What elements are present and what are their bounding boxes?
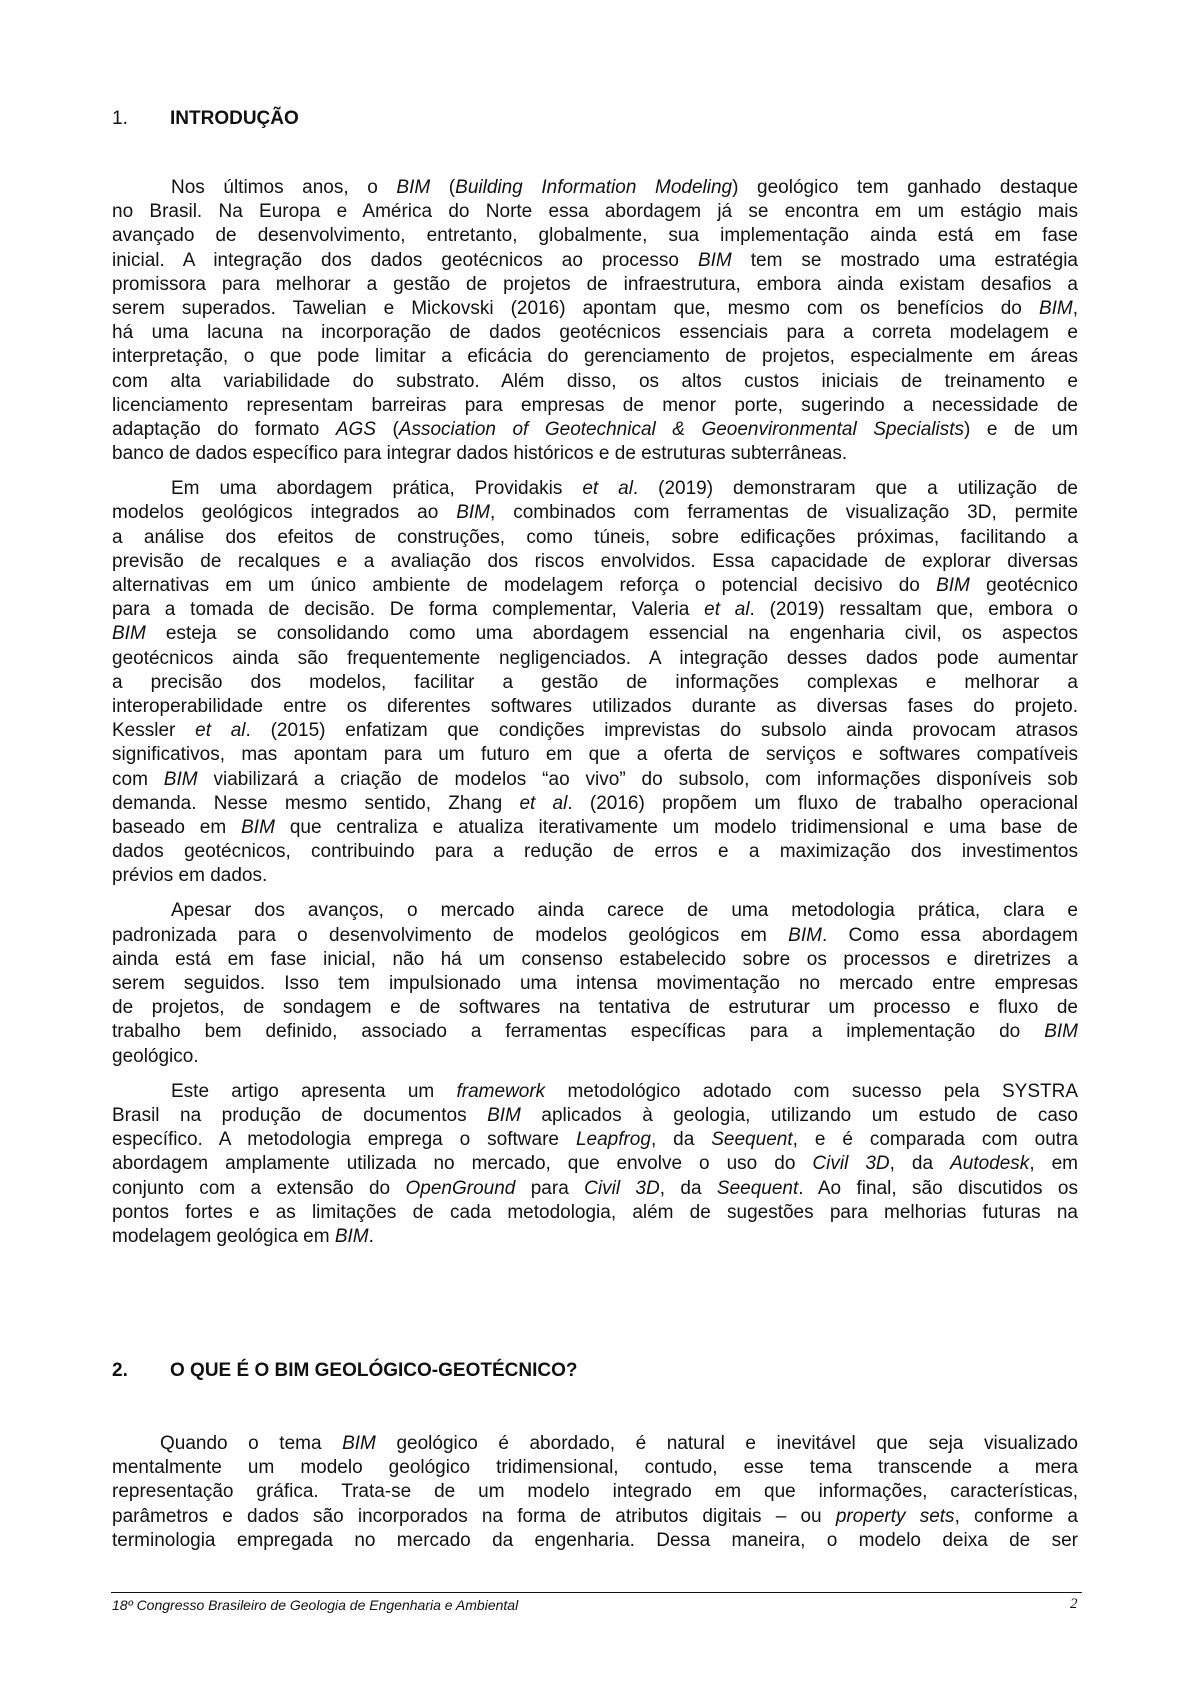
text-run: . Como essa abordagem: [821, 924, 1078, 946]
text-run: trabalho bem definido, associado a ferramentas específicas para a implementação do: [112, 1021, 1045, 1043]
text-line: [112, 1225, 1078, 1249]
paragraph: [112, 1432, 1078, 1553]
italic-term: Seequent: [716, 1177, 799, 1199]
text-run: a precisão dos modelos, facilitar a gestão de informações complexas e melhorar a: [112, 671, 1078, 693]
text-run: . Ao final, são discutidos os: [798, 1177, 1078, 1199]
italic-term: Civil 3D: [812, 1153, 890, 1175]
text-line: [112, 418, 1078, 442]
italic-term: BIM: [334, 1225, 369, 1247]
paragraph: [112, 176, 1078, 466]
text-run: banco de dados específico para integrar dados históricos e de estruturas subterrâneas.: [112, 443, 848, 465]
text-line: [112, 345, 1078, 369]
text-line: [112, 996, 1078, 1020]
text-line: [112, 816, 1078, 840]
text-line: [112, 1080, 1078, 1104]
text-run: inicial. A integração dos dados geotécnicos ao processo: [112, 249, 698, 271]
section-number: 1.: [112, 108, 128, 129]
italic-term: BIM: [241, 816, 275, 838]
text-line: [112, 743, 1078, 767]
italic-term: et al: [582, 478, 633, 500]
text-line: [112, 550, 1078, 574]
text-run: específico. A metodologia emprega o software: [112, 1129, 576, 1151]
text-run: para a tomada de decisão. De forma complementar, Valeria: [112, 599, 705, 621]
text-line: [112, 972, 1078, 996]
italic-term: Association of Geotechnical & Geoenvironmental Specialists: [398, 418, 965, 440]
text-run: terminologia empregada no mercado da engenharia. Dessa maneira, o modelo deixa de ser: [112, 1529, 1078, 1551]
text-line: [112, 1177, 1078, 1201]
section-title: INTRODUÇÃO: [170, 108, 299, 129]
italic-term: Autodesk: [950, 1153, 1030, 1175]
italic-term: Civil 3D: [584, 1177, 660, 1199]
text-run: demanda. Nesse mesmo sentido, Zhang: [112, 792, 520, 814]
text-line: [112, 671, 1078, 695]
text-run: baseado em: [112, 816, 242, 838]
text-run: aplicados à geologia, utilizando um estudo de caso: [520, 1104, 1078, 1126]
text-line: [112, 792, 1078, 816]
text-run: ) e de um: [964, 418, 1078, 440]
text-line: [112, 647, 1078, 671]
text-line: [112, 176, 1078, 200]
text-line: [112, 864, 1078, 888]
text-run: prévios em dados.: [112, 865, 268, 887]
text-run: metodológico adotado com sucesso pela SYSTRA: [545, 1080, 1078, 1102]
italic-term: BIM: [487, 1104, 521, 1126]
text-line: [112, 598, 1078, 622]
footer-divider: [111, 1592, 1082, 1593]
text-run: Nos últimos anos, o: [171, 177, 397, 198]
text-line: [112, 224, 1078, 248]
text-run: abordagem amplamente utilizada no mercado, que envolve o uso do: [112, 1153, 813, 1175]
text-run: de projetos, de sondagem e de softwares na tentativa de estruturar um processo e fluxo de: [112, 997, 1078, 1019]
text-line: [112, 442, 1078, 466]
text-run: avançado de desenvolvimento, entretanto, globalmente, sua implementação ainda está em fase: [112, 225, 1078, 247]
text-run: ainda está em fase inicial, não há um consenso estabelecido sobre os processos e diretrizes a: [112, 948, 1078, 970]
text-line: [112, 1529, 1078, 1553]
page-number: 2: [1070, 1596, 1078, 1612]
text-line: [112, 321, 1078, 345]
section-title: O QUE É O BIM GEOLÓGICO-GEOTÉCNICO?: [170, 1360, 578, 1381]
text-run: , e é comparada com outra: [792, 1129, 1078, 1151]
text-line: [112, 1020, 1078, 1044]
text-line: [112, 273, 1078, 297]
text-run: serem superados. Tawelian e Mickovski (2016) apontam que, mesmo com os benefícios do: [112, 297, 1039, 319]
text-line: [112, 695, 1078, 719]
italic-term: AGS: [335, 418, 376, 440]
text-line: [112, 1505, 1078, 1529]
text-run: ,: [1072, 297, 1078, 319]
text-run: geotécnicos ainda são frequentemente negligenciados. A integração desses dados pode aumentar: [112, 647, 1078, 669]
text-line: [112, 1480, 1078, 1504]
text-run: geológico é abordado, é natural e inevitável que seja visualizado: [375, 1433, 1078, 1454]
text-run: mentalmente um modelo geológico tridimensional, contudo, esse tema transcende a mera: [112, 1457, 1078, 1479]
text-run: viabilizará a criação de modelos “ao vivo” do subsolo, com informações disponíveis sob: [197, 768, 1078, 790]
text-line: [112, 394, 1078, 418]
section-heading-bim-geologico: [112, 1359, 577, 1383]
text-run: no Brasil. Na Europa e América do Norte essa abordagem já se encontra em um estágio mais: [112, 201, 1078, 223]
text-run: interpretação, o que pode limitar a eficácia do gerenciamento de projetos, especialmente em áreas: [112, 346, 1078, 368]
paragraph: [112, 899, 1078, 1068]
text-run: ) geológico tem ganhado destaque: [732, 177, 1079, 198]
text-run: adaptação do formato: [112, 418, 336, 440]
paragraph: [112, 477, 1078, 888]
text-line: [112, 297, 1078, 321]
text-line: [112, 1045, 1078, 1069]
section-body-bim-geologico: [112, 1432, 1078, 1553]
text-run: alternativas em um único ambiente de modelagem reforça o potencial decisivo do: [112, 575, 937, 596]
text-run: Quando o tema: [160, 1433, 343, 1454]
text-run: geotécnico: [969, 575, 1078, 596]
text-line: [112, 249, 1078, 273]
text-line: [112, 1152, 1078, 1176]
section-heading-introducao: [112, 107, 299, 131]
text-run: promissora para melhorar a gestão de projetos de infraestrutura, embora ainda existam desafios a: [112, 273, 1078, 295]
section-body-introducao: [112, 176, 1078, 1249]
text-run: . (2019) demonstraram que a utilização de: [632, 478, 1078, 500]
section-number: 2.: [112, 1360, 128, 1381]
text-run: Em uma abordagem prática, Providakis: [171, 478, 583, 500]
text-run: significativos, mas apontam para um futuro em que a oferta de serviços e softwares compatíveis: [112, 744, 1078, 766]
text-run: interoperabilidade entre os diferentes softwares utilizados durante as diversas fases do projeto.: [112, 695, 1078, 717]
italic-term: BIM: [342, 1433, 376, 1454]
text-line: [112, 1432, 1078, 1456]
text-run: tem se mostrado uma estratégia: [731, 249, 1078, 271]
text-run: padronizada para o desenvolvimento de modelos geológicos em: [112, 924, 789, 946]
paragraph-gap: [112, 888, 1078, 899]
italic-term: et al: [195, 720, 246, 742]
text-run: parâmetros e dados são incorporados na forma de atributos digitais – ou: [112, 1505, 836, 1527]
text-run: . (2016) propõem um fluxo de trabalho operacional: [567, 792, 1078, 814]
text-run: modelagem geológica em: [112, 1225, 335, 1247]
text-run: , conforme a: [954, 1505, 1078, 1527]
text-run: pontos fortes e as limitações de cada metodologia, além de sugestões para melhorias futuras na: [112, 1201, 1078, 1223]
text-run: com: [112, 768, 164, 790]
text-line: [112, 840, 1078, 864]
text-line: [112, 899, 1078, 923]
text-run: serem seguidos. Isso tem impulsionado uma intensa movimentação no mercado entre empresas: [112, 973, 1078, 994]
text-run: , em: [1029, 1153, 1079, 1175]
italic-term: framework: [456, 1080, 546, 1102]
text-run: , combinados com ferramentas de visualização 3D, permite: [490, 502, 1078, 524]
italic-term: BIM: [1038, 297, 1073, 319]
text-run: Apesar dos avanços, o mercado ainda carece de uma metodologia prática, clara e: [171, 900, 1078, 922]
text-line: [112, 1104, 1078, 1128]
text-line: [112, 477, 1078, 501]
text-run: que centraliza e atualiza iterativamente um modelo tridimensional e uma base de: [274, 816, 1079, 838]
text-run: a análise dos efeitos de construções, como túneis, sobre edificações próximas, facilitando a: [112, 526, 1078, 548]
paragraph-gap: [112, 1069, 1078, 1080]
italic-term: OpenGround: [405, 1177, 516, 1199]
italic-term: BIM: [1044, 1021, 1078, 1043]
text-line: [112, 719, 1078, 743]
text-line: [112, 574, 1078, 598]
text-run: representação gráfica. Trata-se de um modelo integrado em que informações, características,: [112, 1481, 1078, 1503]
text-line: [112, 200, 1078, 224]
italic-term: BIM: [112, 623, 146, 645]
italic-term: Seequent: [711, 1129, 793, 1151]
text-run: previsão de recalques e a avaliação dos riscos envolvidos. Essa capacidade de explorar diversas: [112, 550, 1078, 572]
text-line: [112, 501, 1078, 525]
text-run: dados geotécnicos, contribuindo para a redução de erros e a maximização dos investimentos: [112, 841, 1078, 863]
text-run: conjunto com a extensão do: [112, 1177, 406, 1199]
text-run: Brasil na produção de documentos: [112, 1104, 488, 1126]
italic-term: BIM: [936, 575, 970, 596]
text-run: .: [368, 1225, 374, 1247]
italic-term: BIM: [456, 502, 490, 524]
italic-term: Building Information Modeling: [455, 177, 733, 198]
text-run: há uma lacuna na incorporação de dados geotécnicos essenciais para a correta modelagem e: [112, 322, 1078, 344]
text-line: [112, 948, 1078, 972]
text-run: . (2019) ressaltam que, embora o: [749, 599, 1078, 621]
text-line: [112, 924, 1078, 948]
italic-term: BIM: [788, 924, 822, 946]
text-run: , da: [659, 1177, 717, 1199]
text-run: Este artigo apresenta um: [171, 1080, 457, 1102]
text-run: licenciamento representam barreiras para empresas de menor porte, sugerindo a necessidade de: [112, 394, 1078, 416]
text-line: [112, 370, 1078, 394]
italic-term: property sets: [835, 1505, 955, 1527]
text-line: [112, 768, 1078, 792]
italic-term: BIM: [396, 177, 431, 198]
italic-term: BIM: [163, 768, 198, 790]
text-run: com alta variabilidade do substrato. Além disso, os altos custos iniciais de treinamento e: [112, 370, 1078, 392]
text-line: [112, 1201, 1078, 1225]
text-run: , da: [650, 1129, 712, 1151]
italic-term: BIM: [697, 249, 732, 271]
text-run: Kessler: [112, 720, 196, 742]
text-run: . (2015) enfatizam que condições imprevistas do subsolo ainda provocam atrasos: [245, 720, 1078, 742]
text-run: esteja se consolidando como uma abordagem essencial na engenharia civil, os aspectos: [145, 623, 1078, 645]
text-run: (: [430, 177, 456, 198]
italic-term: et al: [519, 792, 568, 814]
paragraph-gap: [112, 466, 1078, 477]
text-run: para: [515, 1177, 585, 1199]
italic-term: et al: [704, 599, 750, 621]
text-run: modelos geológicos integrados ao: [112, 502, 457, 524]
text-line: [112, 622, 1078, 646]
text-line: [112, 1456, 1078, 1480]
text-run: geológico.: [112, 1045, 199, 1067]
footer-conference-name: 18º Congresso Brasileiro de Geologia de Engenharia e Ambiental: [112, 1597, 519, 1613]
text-line: [112, 526, 1078, 550]
text-run: (: [375, 418, 399, 440]
italic-term: Leapfrog: [575, 1129, 651, 1151]
text-line: [112, 1128, 1078, 1152]
paragraph: [112, 1080, 1078, 1249]
text-run: , da: [889, 1153, 951, 1175]
